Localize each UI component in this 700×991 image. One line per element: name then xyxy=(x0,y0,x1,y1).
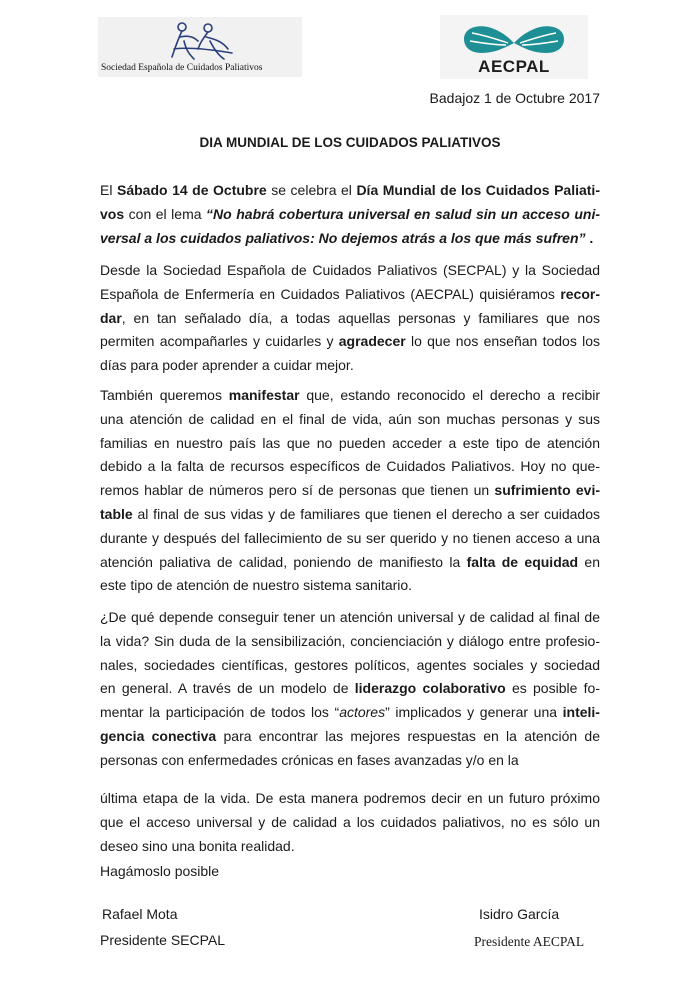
paragraph-1-line-1: El Sábado 14 de Octubre se celebra el Día Mundial de los Cuidados Paliati- xyxy=(100,182,600,198)
closing-line xyxy=(100,860,600,884)
secpal-logo-caption: Sociedad Española de Cuidados Paliativos xyxy=(101,63,263,73)
signature-right-name: Isidro García xyxy=(479,906,560,922)
paragraph-5-line-2: que el acceso universal y de calidad a los cuidados paliativos, no es sólo un xyxy=(100,813,600,830)
paragraph-3-line-7: durante y después del fallecimiento de su ser querido y no tienen acceso a una xyxy=(100,529,600,546)
letter-title: DIA MUNDIAL DE LOS CUIDADOS PALIATIVOS xyxy=(199,135,501,150)
paragraph-4-line-1: ¿De qué depende conseguir tener un atención universal y de calidad al final de xyxy=(100,609,600,625)
paragraph-1-line-2: vos con el lema “No habrá cobertura universal en salud sin un acceso uni- xyxy=(100,205,600,222)
paragraph-1 xyxy=(100,179,600,250)
paragraph-5-line-1: última etapa de la vida. De esta manera podremos decir en un futuro próximo xyxy=(100,790,600,806)
aecpal-hands-heart-icon xyxy=(460,21,568,59)
paragraph-4-line-4: en general. A través de un modelo de liderazgo colaborativo es posible fo- xyxy=(100,680,600,697)
paragraph-4-line-2: la vida? Sin duda de la sensibilización, concienciación y diálogo entre profesio- xyxy=(100,632,600,649)
aecpal-logo xyxy=(440,15,588,79)
paragraph-2 xyxy=(100,259,600,378)
paragraph-4-line-7: personas con enfermedades crónicas en fases avanzadas y/o en la xyxy=(100,751,519,768)
paragraph-4-line-3: nales, sociedades científicas, gestores políticos, agentes sociales y sociedad xyxy=(100,656,600,673)
paragraph-3-line-4: debido a la falta de recursos específicos de Cuidados Paliativos. Hoy no que- xyxy=(100,458,600,475)
paragraph-2-line-3: dar, en tan señalado día, a todas aquellas personas y familiares que nos xyxy=(100,309,600,326)
letter-date: Badajoz 1 de Octubre 2017 xyxy=(429,90,600,106)
paragraph-3-line-8: atención paliativa de calidad, poniendo de manifiesto la falta de equidad en xyxy=(100,553,600,570)
paragraph-2-line-2: Española de Enfermería en Cuidados Paliativos (AECPAL) quisiéramos recor- xyxy=(100,285,600,302)
paragraph-3-line-2: una atención de calidad en el final de vida, aún son muchas personas y sus xyxy=(100,410,600,427)
secpal-logo-figure-icon xyxy=(168,19,238,63)
signature-left-role: Presidente SECPAL xyxy=(100,932,226,948)
paragraph-1-line-3: versal a los cuidados paliativos: No dejemos atrás a los que más sufren” . xyxy=(100,229,594,246)
paragraph-3 xyxy=(100,384,600,598)
paragraph-3-line-9: este tipo de atención de nuestro sistema sanitario. xyxy=(100,577,413,594)
signature-left-name: Rafael Mota xyxy=(102,906,178,922)
paragraph-3-line-3: familias en nuestro país las que no pueden acceder a este tipo de atención xyxy=(100,434,600,451)
paragraph-3-line-1: También queremos manifestar que, estando reconocido el derecho a recibir xyxy=(100,387,600,403)
paragraph-3-line-6: table al final de sus vidas y de familiares que tienen el derecho a ser cuidados xyxy=(100,505,600,522)
paragraph-4 xyxy=(100,606,600,773)
paragraph-2-line-5: días para poder aprender a cuidar mejor. xyxy=(100,357,354,374)
secpal-logo xyxy=(98,17,302,77)
paragraph-3-line-5: remos hablar de números pero sí de personas que tienen un sufrimiento evi- xyxy=(100,482,600,499)
signature-right-role: Presidente AECPAL xyxy=(474,934,585,949)
paragraph-5 xyxy=(100,787,600,858)
paragraph-4-line-5: mentar la participación de todos los “actores” implicados y generar una inteli- xyxy=(100,704,600,721)
paragraph-4-line-6: gencia conectiva para encontrar las mejores respuestas en la atención de xyxy=(100,727,600,744)
aecpal-logo-caption: AECPAL xyxy=(478,57,550,76)
paragraph-5-line-3: deseo sino una bonita realidad. xyxy=(100,837,295,854)
paragraph-2-line-4: permiten acompañarles y cuidarles y agradecer lo que nos enseñan todos los xyxy=(100,333,600,350)
closing-text: Hagámoslo posible xyxy=(100,863,220,879)
paragraph-2-line-1: Desde la Sociedad Española de Cuidados Paliativos (SECPAL) y la Sociedad xyxy=(100,262,600,278)
